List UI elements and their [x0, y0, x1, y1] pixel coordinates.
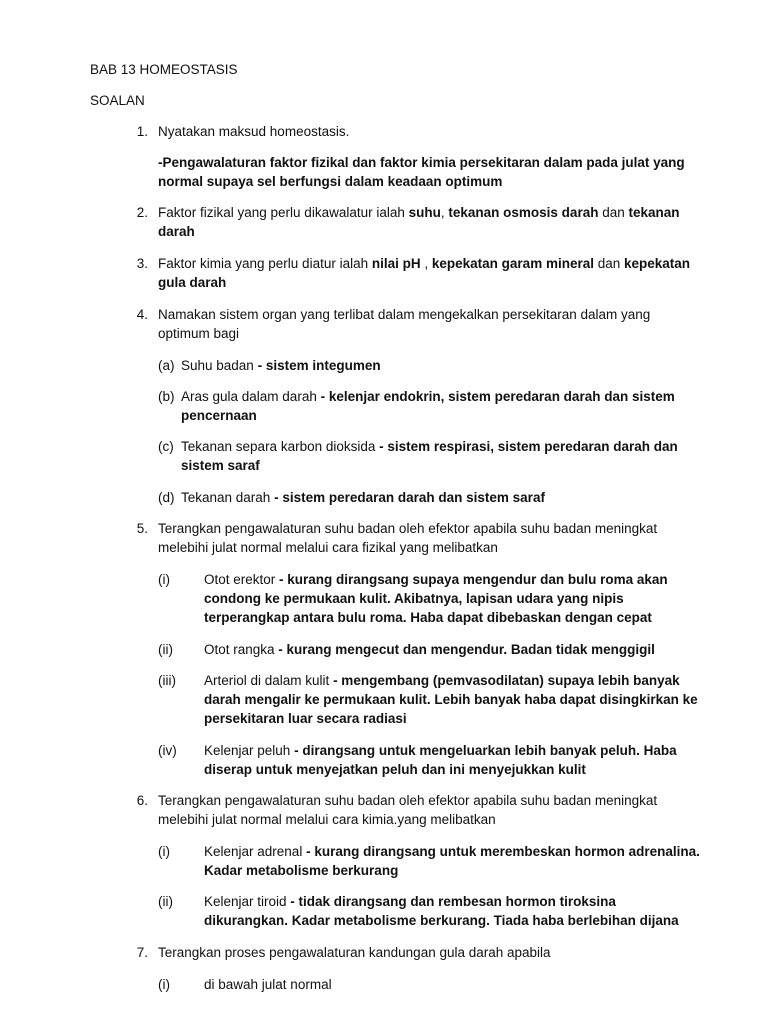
question-number: 5. [136, 521, 148, 536]
answer-keyword: tekanan [628, 205, 680, 220]
sub-item-text [181, 356, 381, 375]
sub-item-label: (d) [158, 490, 175, 505]
sub-item-answer: - kurang dirangsang supaya mengendur dan bulu roma akan [279, 572, 668, 587]
question-text-segment: Faktor fizikal yang perlu dikawalatur ialah [158, 205, 409, 220]
sub-item-answer: dikurangkan. Kadar metabolisme berkurang. Tiada haba berlebihan dijana [204, 913, 679, 928]
sub-item-answer: - sistem integumen [257, 358, 381, 373]
sub-item-answer: - tidak dirangsang dan rembesan hormon tiroksina [290, 894, 616, 909]
sub-item-answer: - kelenjar endokrin, sistem peredaran darah dan sistem [320, 389, 675, 404]
question-text: melebihi julat normal melalui cara fizikal yang melibatkan [158, 540, 498, 555]
sub-item-prompt: Kelenjar tiroid [204, 894, 291, 909]
sub-item-answer: diserap untuk menyejatkan peluh dan ini menyejukkan kulit [204, 762, 586, 777]
question-text: optimum bagi [158, 326, 240, 341]
sub-item-answer: persekitaran luar secara radiasi [204, 711, 407, 726]
sub-item-text: di bawah julat normal [204, 977, 332, 992]
sub-item-prompt: Kelenjar adrenal [204, 844, 307, 859]
sub-item-text [204, 640, 655, 659]
question-text: Terangkan pengawalaturan suhu badan oleh efektor apabila suhu badan meningkat [158, 793, 658, 808]
answer-keyword: suhu [408, 205, 441, 220]
question-text-segment: dan [598, 205, 629, 220]
sub-item-prompt: Kelenjar peluh [204, 743, 295, 758]
answer-keyword: kepekatan garam mineral [431, 256, 594, 271]
sub-item-answer: - kurang dirangsang untuk merembeskan hormon adrenalina. [306, 844, 700, 859]
section-title: SOALAN [90, 93, 145, 108]
question-text [158, 203, 680, 222]
sub-item-answer: sistem saraf [181, 458, 260, 473]
sub-item-prompt: Arteriol di dalam kulit [204, 673, 334, 688]
question-text: melebihi julat normal melalui cara kimia.yang melibatkan [158, 812, 496, 827]
sub-item-label: (ii) [158, 894, 173, 909]
sub-item-label: (iv) [158, 743, 177, 758]
sub-item-answer: condong ke permukaan kulit. Akibatnya, lapisan udara yang nipis [204, 591, 624, 606]
sub-item-text [181, 437, 678, 456]
question-text: Namakan sistem organ yang terlibat dalam mengekalkan persekitaran dalam yang [158, 307, 651, 322]
sub-item-text [204, 741, 677, 760]
sub-item-answer: - mengembang (pemvasodilatan) supaya lebih banyak [333, 673, 680, 688]
answer-text: -Pengawalaturan faktor fizikal dan faktor kimia persekitaran dalam pada julat yang [158, 155, 685, 170]
question-text: Terangkan pengawalaturan suhu badan oleh efektor apabila suhu badan meningkat [158, 521, 658, 536]
sub-item-label: (c) [158, 439, 174, 454]
sub-item-label: (i) [158, 572, 170, 587]
sub-item-answer: pencernaan [181, 408, 257, 423]
sub-item-answer: darah mengalir ke permukaan kulit. Lebih banyak haba dapat disingkirkan ke [204, 692, 698, 707]
sub-item-text [181, 488, 545, 507]
sub-item-label: (ii) [158, 642, 173, 657]
chapter-title: BAB 13 HOMEOSTASIS [90, 62, 238, 77]
sub-item-answer: - sistem respirasi, sistem peredaran darah dan [379, 439, 678, 454]
sub-item-answer: - sistem peredaran darah dan sistem saraf [274, 490, 545, 505]
sub-item-answer: - kurang mengecut dan mengendur. Badan tidak menggigil [278, 642, 655, 657]
sub-item-prompt: Suhu badan [181, 358, 258, 373]
answer-keyword: kepekatan [624, 256, 691, 271]
question-number: 7. [136, 945, 148, 960]
sub-item-prompt: Tekanan separa karbon dioksida [181, 439, 380, 454]
question-number: 3. [136, 256, 148, 271]
sub-item-answer: Kadar metabolisme berkurang [204, 863, 399, 878]
question-text [158, 254, 690, 273]
answer-keyword: nilai pH [371, 256, 421, 271]
sub-item-prompt: Aras gula dalam darah [181, 389, 321, 404]
question-text-segment: , [440, 205, 449, 220]
question-text-segment: , [420, 256, 432, 271]
sub-item-answer: - dirangsang untuk mengeluarkan lebih banyak peluh. Haba [294, 743, 677, 758]
answer-keyword: darah [158, 224, 195, 239]
sub-item-label: (a) [158, 358, 175, 373]
sub-item-label: (b) [158, 389, 175, 404]
sub-item-prompt: Otot erektor [204, 572, 280, 587]
answer-text: normal supaya sel berfungsi dalam keadaan optimum [158, 174, 503, 189]
question-number: 6. [136, 793, 148, 808]
sub-item-prompt: Tekanan darah [181, 490, 275, 505]
sub-item-label: (i) [158, 844, 170, 859]
question-number: 2. [136, 205, 148, 220]
sub-item-text [204, 892, 616, 911]
question-number: 1. [136, 124, 148, 139]
sub-item-text [181, 387, 675, 406]
question-text: Terangkan proses pengawalaturan kandungan gula darah apabila [158, 945, 551, 960]
question-text-segment: Faktor kimia yang perlu diatur ialah [158, 256, 372, 271]
answer-keyword: tekanan osmosis darah [448, 205, 599, 220]
question-text: Nyatakan maksud homeostasis. [158, 124, 350, 139]
sub-item-label: (i) [158, 977, 170, 992]
sub-item-prompt: Otot rangka [204, 642, 279, 657]
sub-item-answer: terperangkap antara bulu roma. Haba dapat dibebaskan dengan cepat [204, 610, 652, 625]
sub-item-text [204, 671, 680, 690]
sub-item-text [204, 570, 668, 589]
sub-item-label: (iii) [158, 673, 176, 688]
sub-item-text [204, 842, 700, 861]
question-number: 4. [136, 307, 148, 322]
answer-keyword: gula darah [158, 275, 227, 290]
question-text-segment: dan [593, 256, 625, 271]
